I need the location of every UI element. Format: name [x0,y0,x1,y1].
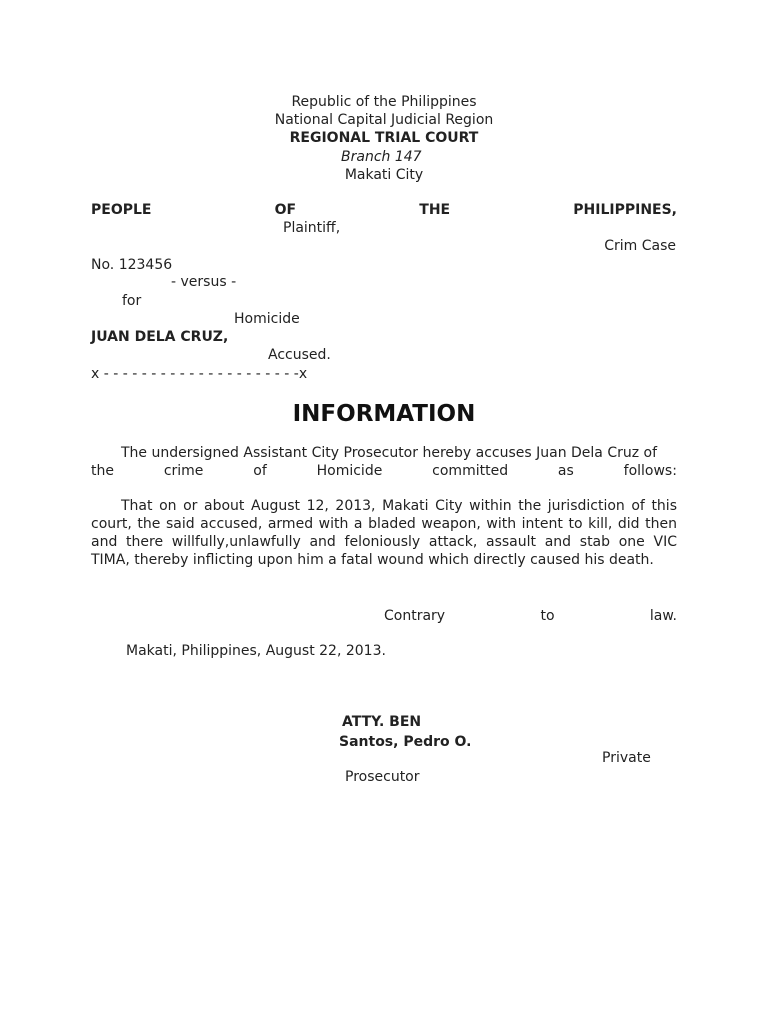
versus-text: - versus - [171,274,237,290]
place-date: Makati, Philippines, August 22, 2013. [126,643,386,659]
header-city: Makati City [344,167,424,183]
para1-line1: The undersigned Assistant City Prosecutor hereby accuses Juan Dela Cruz of [121,445,658,461]
para2-text: That on or about August 12, 2013, Makati City within the jurisdiction of this court, the said accused, armed with a bladed weapon, with intent to kill, did then and there willfully,unlawfully and feloniously attack, assault and stab one VIC TIMA, thereby inflicting upon him a fatal wound which directly caused his death. [91,498,677,568]
header-region: National Capital Judicial Region [274,112,494,128]
para1-line2 [91,462,677,480]
signature-line1: ATTY. BEN [342,714,422,730]
signature-title-prosecutor: Prosecutor [345,769,420,785]
contrary-word: Contrary [384,608,446,624]
case-number: No. 123456 [91,257,173,273]
caption-separator: x - - - - - - - - - - - - - - - - - - - - -x [91,366,308,382]
para1-word: crime [163,463,204,479]
signature-name: Santos, Pedro O. [339,734,472,750]
header-republic: Republic of the Philippines [291,94,477,110]
plaintiff-name [91,201,677,219]
para1-word: the [91,463,114,479]
for-label: for [122,293,142,309]
contrary-word: law. [649,608,677,624]
case-label: Crim Case [604,238,676,254]
accused-role: Accused. [268,347,331,363]
plaintiff-word: PEOPLE [91,202,152,218]
contrary-line [384,607,677,625]
plaintiff-word: THE [419,202,451,218]
signature-title-private: Private [602,750,651,766]
para1-word: committed [432,463,509,479]
plaintiff-role: Plaintiff, [283,220,341,236]
contrary-word: to [540,608,555,624]
para1-word: follows: [623,463,677,479]
plaintiff-word: PHILIPPINES, [573,202,677,218]
offense-text: Homicide [234,311,300,327]
para1-word: of [253,463,267,479]
header-court: REGIONAL TRIAL COURT [289,130,479,146]
para2-block [91,497,677,569]
plaintiff-word: OF [274,202,297,218]
accused-name: JUAN DELA CRUZ, [91,329,229,345]
header-branch: Branch 147 [341,149,422,165]
document-title: INFORMATION [292,401,476,427]
para1-word: as [557,463,574,479]
para1-word: Homicide [316,463,383,479]
